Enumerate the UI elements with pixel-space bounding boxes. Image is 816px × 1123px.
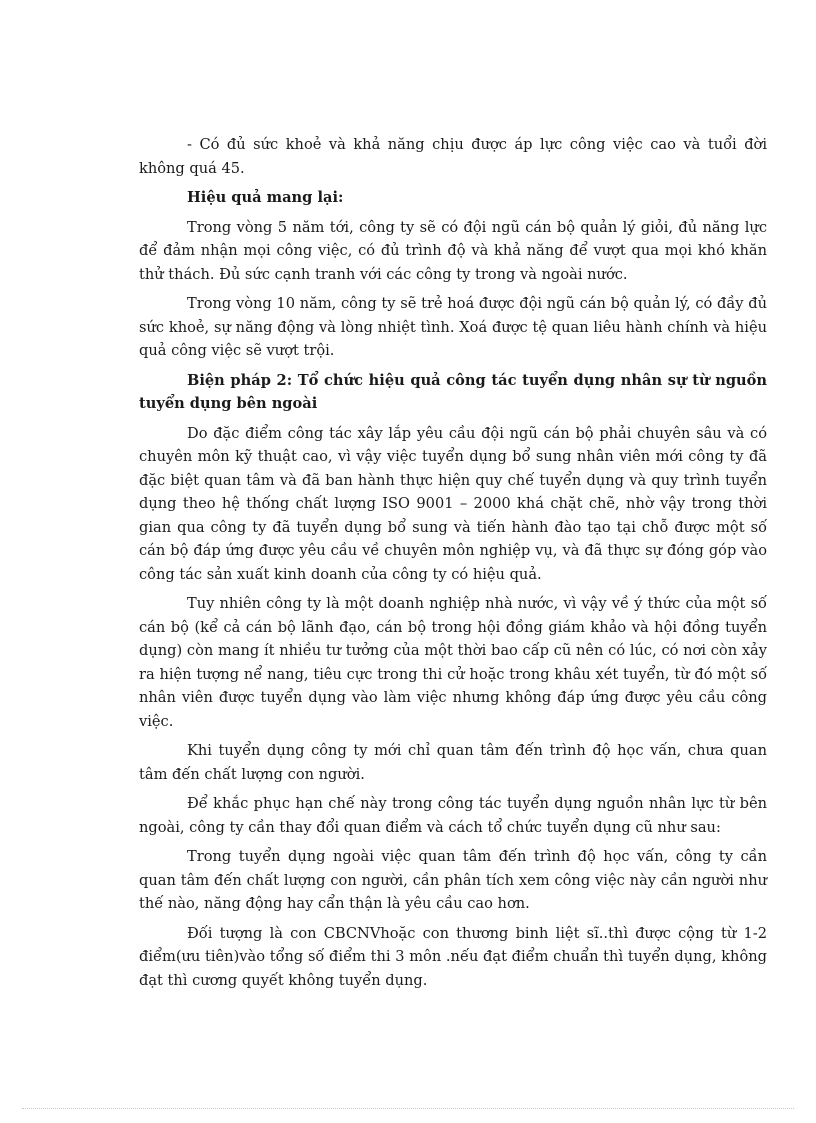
paragraph-recruitment-quality: Trong tuyển dụng ngoài việc quan tâm đến trình độ học vấn, công ty cần quan tâm đến chất lượng con người, cần phân tích xem công việc này cần người như thế nào, năng động hay cẩn thận là yêu cầu cao hơn.	[139, 848, 767, 912]
paragraph-state-enterprise: Tuy nhiên công ty là một doanh nghiệp nhà nước, vì vậy về ý thức của một số cán bộ (kể cả cán bộ lãnh đạo, cán bộ trong hội đồng giám khảo và hội đồng tuyển dụng) còn mang ít nhiều tư tưởng của một thời bao cấp cũ nên có lúc, có nơi còn xảy ra hiện tượng nể nang, tiêu cực trong thi cử hoặc trong khâu xét tuyển, từ đó một số nhân viên được tuyển dụng vào làm việc nhưng không đáp ứng được yêu cầu công việc.	[139, 595, 767, 730]
paragraph-ten-years: Trong vòng 10 năm, công ty sẽ trẻ hoá được đội ngũ cán bộ quản lý, có đầy đủ sức khoẻ, sự năng động và lòng nhiệt tình. Xoá được tệ quan liêu hành chính và hiệu quả công việc sẽ vượt trội.	[139, 295, 767, 359]
heading-measure-2: Biện pháp 2: Tổ chức hiệu quả công tác tuyển dụng nhân sự từ nguồn tuyển dụng bên ngoài	[139, 371, 767, 412]
page-bottom-divider	[22, 1108, 794, 1109]
paragraph-five-years: Trong vòng 5 năm tới, công ty sẽ có đội ngũ cán bộ quản lý giỏi, đủ năng lực để đảm nhận mọi công việc, có đủ trình độ và khả năng để vượt qua mọi khó khăn thử thách. Đủ sức cạnh tranh với các công ty trong và ngoài nước.	[139, 218, 767, 283]
heading-effectiveness: Hiệu quả mang lại:	[187, 189, 344, 206]
paragraph-overcome-limitations: Để khắc phục hạn chế này trong công tác tuyển dụng nguồn nhân lực từ bên ngoài, công ty cần thay đổi quan điểm và cách tổ chức tuyển dụng cũ như sau:	[139, 795, 767, 836]
paragraph-priority-points: Đối tượng là con CBCNVhoặc con thương binh liệt sĩ..thì được cộng từ 1-2 điểm(ưu tiên)vào tổng số điểm thi 3 môn .nếu đạt điểm chuẩn thì tuyển dụng, không đạt thì cương quyết không tuyển dụng.	[139, 924, 767, 989]
paragraph-construction-characteristics: Do đặc điểm công tác xây lắp yêu cầu đội ngũ cán bộ phải chuyên sâu và có chuyên môn kỹ thuật cao, vì vậy việc tuyển dụng bổ sung nhân viên mới công ty đã đặc biệt quan tâm và đã ban hành thực hiện quy chế tuyển dụng và quy trình tuyển dụng theo hệ thống chất lượng ISO 9001 – 2000 khá chặt chẽ, nhờ vậy trong thời gian qua công ty đã tuyển dụng bổ sung và tiến hành đào tạo tại chỗ được một số cán bộ đáp ứng được yêu cầu về chuyên môn nghiệp vụ, và đã thực sự đóng góp vào công tác sản xuất kinh doanh của công ty có hiệu quả.	[139, 424, 767, 583]
document-page	[139, 133, 767, 998]
paragraph-education-focus: Khi tuyển dụng công ty mới chỉ quan tâm đến trình độ học vấn, chưa quan tâm đến chất lượng con người.	[139, 742, 767, 783]
paragraph-health-requirement: - Có đủ sức khoẻ và khả năng chịu được áp lực công việc cao và tuổi đời không quá 45.	[139, 136, 767, 177]
